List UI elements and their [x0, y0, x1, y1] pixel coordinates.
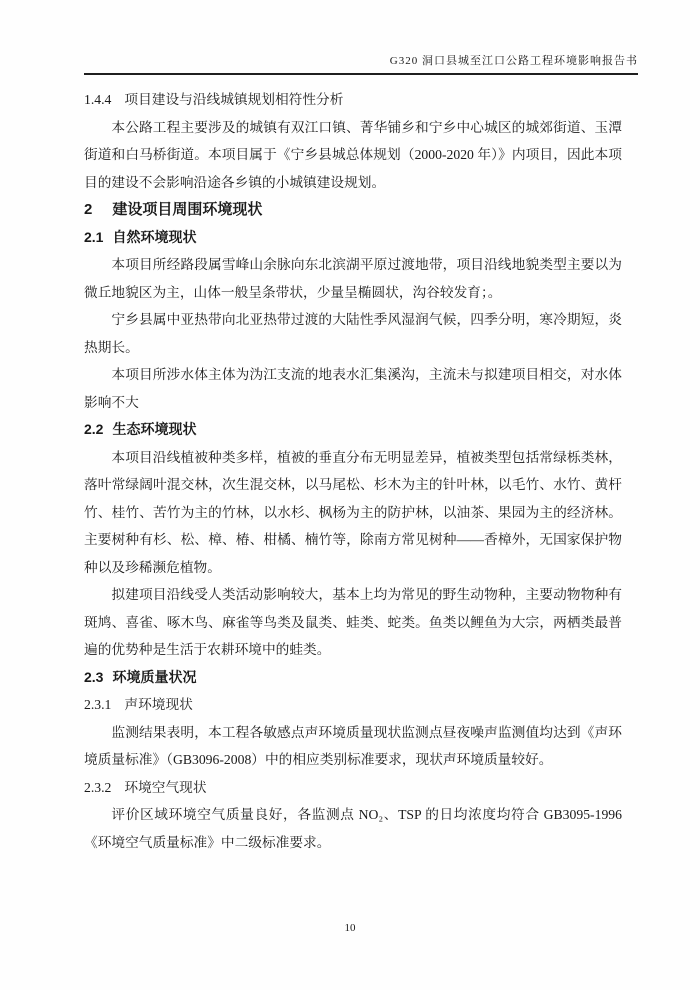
heading-title: 环境质量状况: [112, 668, 197, 685]
heading-number: 2: [84, 201, 93, 218]
heading-1-4-4: [84, 86, 622, 114]
heading-2-3-1: [84, 691, 622, 719]
paragraph: 本项目所经路段属雪峰山余脉向东北滨湖平原过渡地带，项目沿线地貌类型主要以为微丘地貌区为主，山体一般呈条带状，少量呈椭圆状，沟谷较发育；。: [84, 257, 622, 300]
heading-number: 1.4.4: [84, 92, 112, 107]
page-number: 10: [344, 922, 356, 934]
heading-number: 2.2: [84, 421, 104, 437]
heading-2-3-2: [84, 774, 622, 802]
heading-title: 声环境现状: [124, 697, 193, 712]
paragraph: 本项目所涉水体主体为沩江支流的地表水汇集溪沟，主流未与拟建项目相交，对水体影响不大: [84, 367, 622, 410]
heading-number: 2.1: [84, 228, 104, 245]
heading-2-1: [84, 224, 622, 252]
heading-title: 自然环境现状: [112, 228, 197, 245]
heading-number: 2.3: [84, 668, 104, 685]
heading-title: 生态环境现状: [112, 421, 197, 437]
page-footer: [0, 922, 700, 934]
document-body: [84, 86, 622, 856]
paragraph: 评价区域环境空气质量良好，各监测点 NO₂、TSP 的日均浓度均符合 GB3095-1996《环境空气质量标准》中二级标准要求。: [84, 807, 622, 850]
header-title: G320 洞口县城至江口公路工程环境影响报告书: [389, 55, 638, 67]
heading-2: [84, 196, 622, 224]
heading-title: 建设项目周围环境现状: [112, 201, 263, 218]
paragraph: 本公路工程主要涉及的城镇有双江口镇、菁华铺乡和宁乡中心城区的城郊街道、玉潭街道和白马桥街道。本项目属于《宁乡县城总体规划（2000-2020 年）》内项目，因此本项目的建设不会影响沿途各乡镇的小城镇建设规划。: [84, 119, 622, 190]
heading-title: 项目建设与沿线城镇规划相符性分析: [124, 92, 344, 107]
paragraph: 宁乡县属中亚热带向北亚热带过渡的大陆性季风湿润气候，四季分明，寒冷期短，炎热期长。: [84, 312, 622, 355]
heading-2-2: [84, 416, 622, 444]
heading-2-3: [84, 664, 622, 692]
paragraph: 拟建项目沿线受人类活动影响较大，基本上均为常见的野生动物种，主要动物物种有斑鸠、喜雀、啄木鸟、麻雀等鸟类及鼠类、蛙类、蛇类。鱼类以鲤鱼为大宗，两栖类最普遍的优势种是生活于农耕环境中的蛙类。: [84, 587, 622, 657]
paragraph: 本项目沿线植被种类多样，植被的垂直分布无明显差异，植被类型包括常绿栎类林，落叶常绿阔叶混交林，次生混交林，以马尾松、杉木为主的针叶林，以毛竹、水竹、黄杆竹、桂竹、苦竹为主的竹林，以水杉、枫杨为主的防护林，以油茶、果园为主的经济林。主要树种有杉、松、樟、椿、柑橘、楠竹等，除南方常见树种——香樟外，无国家保护物种以及珍稀濒危植物。: [84, 449, 622, 575]
page-header: [84, 52, 638, 75]
heading-number: 2.3.2: [84, 779, 112, 795]
heading-title: 环境空气现状: [124, 779, 207, 795]
paragraph: 监测结果表明，本工程各敏感点声环境质量现状监测点昼夜噪声监测值均达到《声环境质量标准》（GB3096-2008）中的相应类别标准要求，现状声环境质量较好。: [84, 724, 622, 767]
heading-number: 2.3.1: [84, 697, 112, 712]
